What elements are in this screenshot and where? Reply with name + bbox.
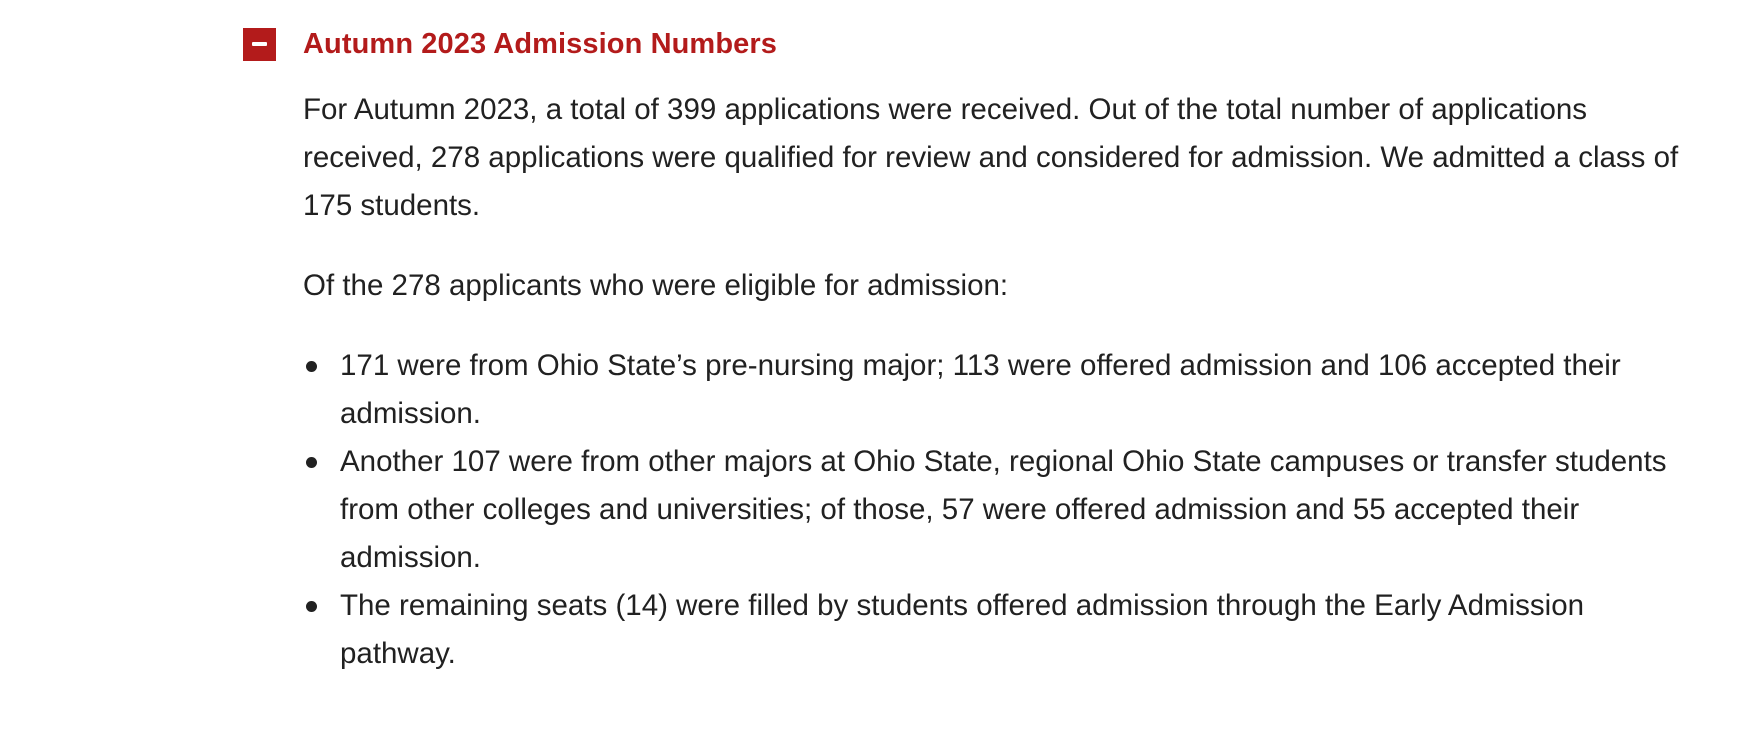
intro-paragraph: For Autumn 2023, a total of 399 applications were received. Out of the total number of applications received, 278 applications were qualified for review and considered for admission. We admitted a class of 175 students. [303, 93, 1679, 222]
list-item [340, 438, 1685, 582]
admission-numbers-accordion [243, 24, 1679, 678]
bullet-icon [306, 457, 317, 468]
bullet-icon [306, 601, 317, 612]
bullet-icon [306, 361, 317, 372]
accordion-title[interactable]: Autumn 2023 Admission Numbers [303, 27, 777, 60]
minus-icon [252, 42, 267, 46]
admission-stats-list [303, 342, 1667, 678]
list-item [340, 582, 1685, 678]
collapse-toggle-button[interactable] [243, 28, 276, 61]
accordion-header[interactable] [243, 24, 1663, 64]
eligible-lead-paragraph: Of the 278 applicants who were eligible for admission: [303, 269, 1009, 302]
list-item-text: Another 107 were from other majors at Ohio State, regional Ohio State campuses or transfer students from other colleges and universities; of those, 57 were offered admission and 55 accepted their admission. [340, 445, 1667, 574]
list-item-text: The remaining seats (14) were filled by students offered admission through the Early Admission pathway. [340, 589, 1585, 670]
list-item-text: 171 were from Ohio State’s pre-nursing major; 113 were offered admission and 106 accepted their admission. [340, 349, 1621, 430]
accordion-body [303, 86, 1679, 678]
list-item [340, 342, 1685, 438]
